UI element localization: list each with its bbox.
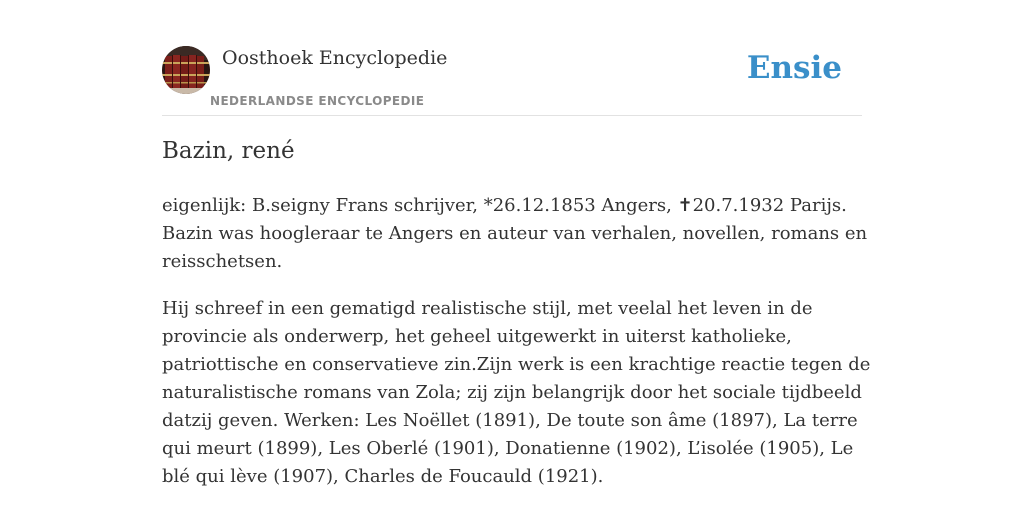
entry-title: Bazin, rené — [162, 138, 295, 164]
source-subtitle: NEDERLANDSE ENCYCLOPEDIE — [210, 94, 425, 108]
entry-paragraph: eigenlijk: B.seigny Frans schrijver, *26.12.1853 Angers, ✝20.7.1932 Parijs. Bazin was hoogleraar te Angers en auteur van verhalen, novellen, romans en reisschetsen. — [162, 195, 868, 272]
source-title[interactable]: Oosthoek Encyclopedie — [222, 47, 448, 69]
encyclopedia-books-icon[interactable] — [162, 46, 210, 94]
source-header — [162, 44, 862, 116]
entry-paragraph: Hij schreef in een gematigd realistische stijl, met veelal het leven in de provincie als onderwerp, het geheel uitgewerkt in uiterst katholieke, patriottische en conservatieve zin.Zijn werk is een krachtige reactie tegen de naturalistische romans van Zola; zij zijn belangrijk door het sociale tijdbeeld datzij geven. Werken: Les Noëllet (1891), De toute son âme (1897), La terre qui meurt (1899), Les Oberlé (1901), Donatienne (1902), L’isolée (1905), Le blé qui lève (1907), Charles de Foucauld (1921). — [162, 298, 871, 487]
brand-logo-link[interactable]: Ensie — [746, 50, 842, 86]
